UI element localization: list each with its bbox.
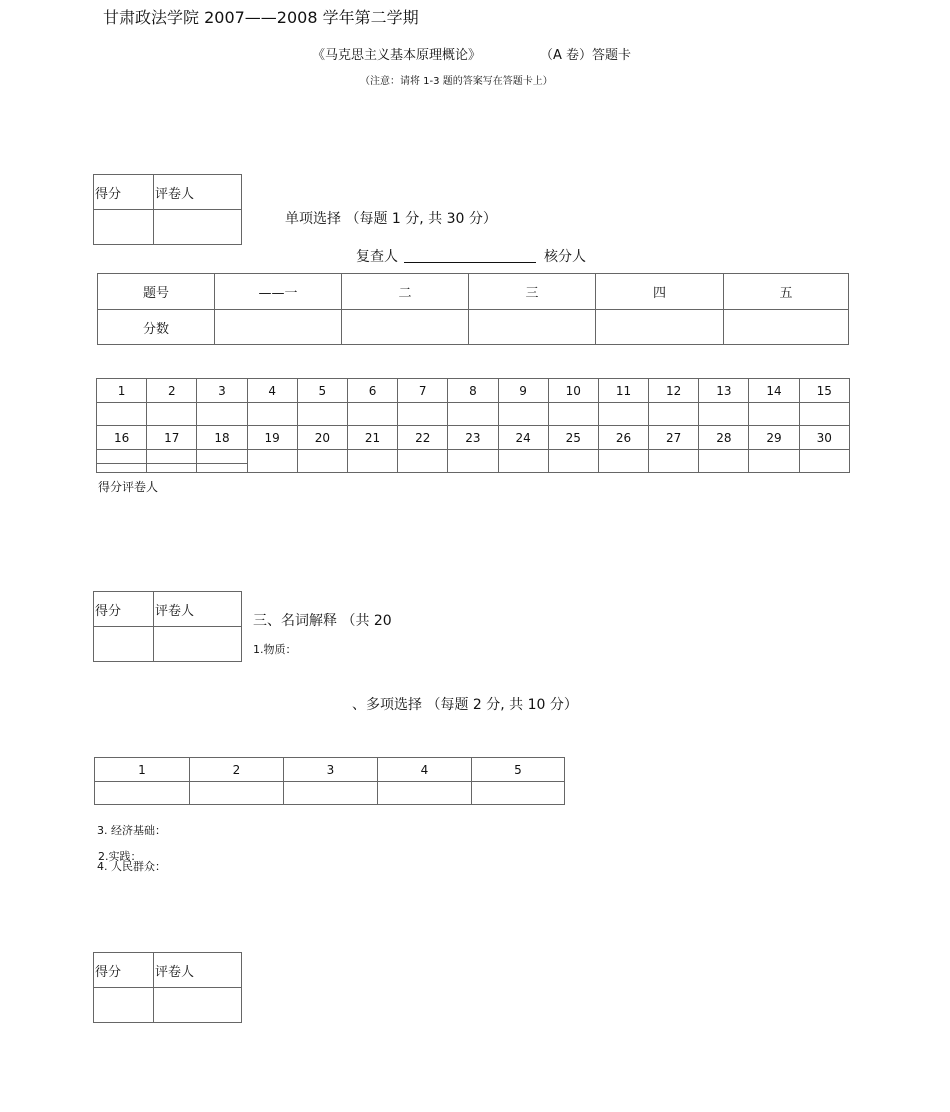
reviewer-label: 复查人 [356, 249, 398, 265]
score-box-1 [93, 174, 242, 245]
question-number: 16 [97, 426, 147, 450]
column-header: 二 [342, 274, 469, 310]
answer-cell[interactable] [649, 403, 699, 426]
answer-cell[interactable] [472, 782, 565, 805]
reviewer-blank-line[interactable] [404, 262, 536, 263]
answer-cell[interactable] [297, 403, 347, 426]
question-number: 2 [190, 758, 284, 782]
grader-cell[interactable] [154, 627, 242, 662]
question-number: 22 [398, 426, 448, 450]
question-number: 27 [649, 426, 699, 450]
term-item-2: 2.实践： [98, 850, 142, 863]
answer-cell[interactable] [749, 450, 799, 473]
question-number: 15 [799, 379, 849, 403]
score-input-cell[interactable] [596, 310, 724, 345]
paper-type: （A 卷）答题卡 [540, 48, 632, 63]
answer-cell-divider [96, 463, 248, 464]
answer-cell[interactable] [347, 403, 397, 426]
question-number: 14 [749, 379, 799, 403]
answer-cell[interactable] [147, 403, 197, 426]
answer-note: （注意：请将 1-3 题的答案写在答题卡上） [360, 76, 553, 87]
question-number: 20 [297, 426, 347, 450]
column-header: ——一 [215, 274, 342, 310]
score-box-2 [93, 591, 242, 662]
answer-cell[interactable] [548, 403, 598, 426]
answer-cell[interactable] [448, 450, 498, 473]
term-item-1: 1.物质： [253, 643, 297, 656]
school-term-title: 甘肃政法学院 2007——2008 学年第二学期 [103, 8, 419, 27]
answer-cell[interactable] [247, 403, 297, 426]
question-number: 3 [284, 758, 378, 782]
score-cell[interactable] [94, 627, 154, 662]
question-number: 25 [548, 426, 598, 450]
term-item-4: 4. 人民群众： [97, 860, 166, 873]
question-number: 7 [398, 379, 448, 403]
question-number: 4 [247, 379, 297, 403]
answer-cell[interactable] [699, 450, 749, 473]
summary-score-table [97, 273, 849, 345]
question-number: 21 [347, 426, 397, 450]
section-multi-title: 、多项选择 （每题 2 分, 共 10 分） [352, 697, 578, 713]
question-number: 12 [649, 379, 699, 403]
multi-choice-answer-grid [94, 757, 565, 805]
grader-label: 评卷人 [154, 592, 242, 627]
answer-cell[interactable] [598, 450, 648, 473]
grader-label: 评卷人 [154, 953, 242, 988]
answer-cell[interactable] [97, 450, 147, 473]
exam-title: 《马克思主义基本原理概论》 [312, 48, 482, 63]
answer-cell[interactable] [548, 450, 598, 473]
verifier-label: 核分人 [544, 249, 586, 265]
answer-cell[interactable] [749, 403, 799, 426]
question-number: 24 [498, 426, 548, 450]
question-number: 4 [378, 758, 472, 782]
row-label-question: 题号 [98, 274, 215, 310]
question-number: 10 [548, 379, 598, 403]
question-number: 1 [95, 758, 190, 782]
term-item-3: 3. 经济基础： [97, 824, 166, 837]
question-number: 17 [147, 426, 197, 450]
section-single-title: 单项选择 （每题 1 分, 共 30 分） [285, 211, 497, 227]
answer-cell[interactable] [247, 450, 297, 473]
grader-label: 评卷人 [154, 175, 242, 210]
answer-cell[interactable] [378, 782, 472, 805]
score-input-cell[interactable] [342, 310, 469, 345]
column-header: 四 [596, 274, 724, 310]
score-input-cell[interactable] [724, 310, 849, 345]
question-number: 23 [448, 426, 498, 450]
answer-cell[interactable] [95, 782, 190, 805]
grader-cell[interactable] [154, 988, 242, 1023]
question-number: 2 [147, 379, 197, 403]
answer-cell[interactable] [649, 450, 699, 473]
answer-cell[interactable] [197, 403, 247, 426]
single-choice-answer-grid [96, 378, 850, 473]
question-number: 30 [799, 426, 849, 450]
question-number: 18 [197, 426, 247, 450]
score-cell[interactable] [94, 988, 154, 1023]
question-number: 5 [297, 379, 347, 403]
question-number: 5 [472, 758, 565, 782]
question-number: 1 [97, 379, 147, 403]
column-header: 三 [469, 274, 596, 310]
answer-cell[interactable] [598, 403, 648, 426]
question-number: 26 [598, 426, 648, 450]
score-input-cell[interactable] [469, 310, 596, 345]
answer-cell[interactable] [347, 450, 397, 473]
answer-cell[interactable] [284, 782, 378, 805]
score-label: 得分 [94, 592, 154, 627]
row-label-score: 分数 [98, 310, 215, 345]
score-label: 得分 [94, 953, 154, 988]
answer-cell[interactable] [147, 450, 197, 473]
score-label: 得分 [94, 175, 154, 210]
question-number: 8 [448, 379, 498, 403]
section-terms-title: 三、名词解释 （共 20 [253, 613, 392, 629]
answer-cell[interactable] [498, 403, 548, 426]
answer-cell[interactable] [498, 450, 548, 473]
answer-cell[interactable] [799, 450, 849, 473]
score-input-cell[interactable] [215, 310, 342, 345]
grader-cell[interactable] [154, 210, 242, 245]
answer-cell[interactable] [699, 403, 749, 426]
answer-cell[interactable] [398, 450, 448, 473]
answer-cell[interactable] [97, 403, 147, 426]
column-header: 五 [724, 274, 849, 310]
question-number: 9 [498, 379, 548, 403]
question-number: 28 [699, 426, 749, 450]
question-number: 11 [598, 379, 648, 403]
answer-cell[interactable] [398, 403, 448, 426]
question-number: 6 [347, 379, 397, 403]
question-number: 19 [247, 426, 297, 450]
answer-cell[interactable] [197, 450, 247, 473]
answer-cell[interactable] [448, 403, 498, 426]
question-number: 13 [699, 379, 749, 403]
question-number: 29 [749, 426, 799, 450]
score-box-3 [93, 952, 242, 1023]
answer-cell[interactable] [799, 403, 849, 426]
question-number: 3 [197, 379, 247, 403]
answer-cell[interactable] [190, 782, 284, 805]
score-grader-inline: 得分评卷人 [98, 480, 159, 494]
answer-cell[interactable] [297, 450, 347, 473]
score-cell[interactable] [94, 210, 154, 245]
